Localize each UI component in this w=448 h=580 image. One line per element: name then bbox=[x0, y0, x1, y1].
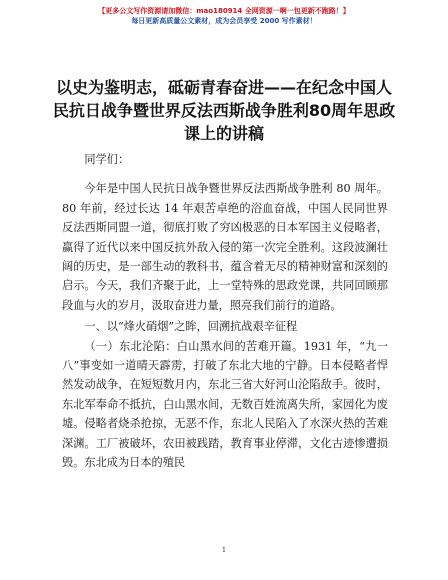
promo-banner bbox=[0, 6, 448, 26]
greeting: 同学们： bbox=[84, 153, 130, 166]
promo-banner-line1: 【更多公文写作资源请加微信：mao180914 全网资源一啊一包更新不跑路！】 bbox=[98, 7, 350, 15]
promo-banner-line2: 每日更新高质量公文素材，成为会员享受 2000 写作素材！ bbox=[131, 17, 317, 25]
subsection-paragraph: （一）东北沦陷：白山黑水间的苦难开篇。1931 年，“九一八”事变如一道晴天霹雳，打破了东北大地的宁静。日本侵略者悍然发动战争，在短短数月内，东北三省大好河山沦陷敌手。彼时，东北军奉命不抵抗，白山黑水间，无数百姓流离失所，家园化为废墟。侵略者烧杀抢掠，无恶不作，东北人民陷入了水深火热的苦难深渊。工厂被破坏，农田被践踏，教育事业停滞，文化古迹惨遭损毁。东北成为日本的殖民 bbox=[62, 339, 388, 470]
document-title: 以史为鉴明志，砥砺青春奋进——在纪念中国人民抗日战争暨世界反法西斯战争胜利80周年思政课上的讲稿 bbox=[52, 78, 396, 143]
document-body bbox=[62, 150, 388, 473]
page-number: 1 bbox=[221, 546, 227, 554]
section-heading: 一、以“烽火硝烟”之眸，回溯抗战艰辛征程 bbox=[84, 320, 298, 334]
intro-paragraph: 今年是中国人民抗日战争暨世界反法西斯战争胜利 80 周年。80 年前，经过长达 14 年艰苦卓绝的浴血奋战，中国人民同世界反法西斯同盟一道，彻底打败了穷凶极恶的日本军国主义侵略者，赢得了近代以来中国反抗外敌入侵的第一次完全胜利。这段波澜壮阔的历史，是一部生动的教科书，蕴含着无尽的精神财富和深刻的启示。今天，我们齐聚于此，上一堂特殊的思政党课，共同回顾那段血与火的岁月，汲取奋进力量，照亮我们前行的道路。 bbox=[62, 182, 388, 312]
